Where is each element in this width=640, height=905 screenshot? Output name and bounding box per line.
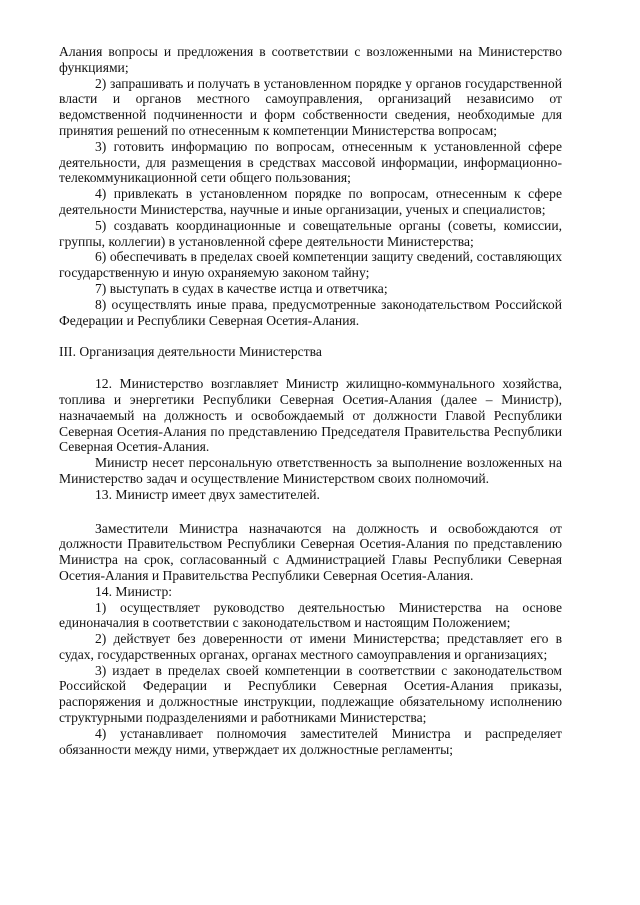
paragraph-14-2: 2) действует без доверенности от имени Министерства; представляет его в судах, государственных органах, органах местного самоуправления и организациях;	[59, 631, 562, 662]
paragraph-deputies: Заместители Министра назначаются на должность и освобождаются от должности Правительством Республики Северная Осетия-Алания по представлению Министра на срок, согласованный с Администрацией Главы Республики Северная Осетия-Алания и Правительства Республики Северная Осетия-Алания.	[59, 520, 562, 583]
paragraph-functions-continuation: Алания вопросы и предложения в соответствии с возложенными на Министерство функциями;	[59, 44, 562, 75]
paragraph-right-6: 6) обеспечивать в пределах своей компетенции защиту сведений, составляющих государственную и иную охраняемую законом тайну;	[59, 249, 562, 281]
paragraph-14: 14. Министр:	[95, 583, 173, 599]
paragraph-14-1: 1) осуществляет руководство деятельностью Министерства на основе единоначалия в соответствии с законодательством и настоящим Положением;	[59, 599, 562, 631]
paragraph-right-2: 2) запрашивать и получать в установленном порядке у органов государственной власти и органов местного самоуправления, организаций независимо от ведомственной подчиненности и форм собственности сведения, необходимые для принятия решений по отнесенным к компетенции Министерства вопросам;	[59, 75, 562, 138]
paragraph-12: 12. Министерство возглавляет Министр жилищно-коммунального хозяйства, топлива и энергетики Республики Северная Осетия-Алания (далее – Министр), назначаемый на должность и освобождаемый от должности Главой Республики Северная Осетия-Алания по представлению Председателя Правительства Республики Северная Осетия-Алания.	[59, 376, 562, 455]
paragraph-right-5: 5) создавать координационные и совещательные органы (советы, комиссии, группы, коллегии) в установленной сфере деятельности Министерства;	[59, 217, 562, 249]
paragraph-right-7: 7) выступать в судах в качестве истца и ответчика;	[95, 280, 388, 296]
paragraph-13: 13. Министр имеет двух заместителей.	[95, 486, 320, 502]
paragraph-right-4: 4) привлекать в установленном порядке по вопросам, отнесенным к сфере деятельности Министерства, научные и иные организации, ученых и специалистов;	[59, 186, 562, 217]
blank-gap	[59, 503, 562, 521]
paragraph-right-3: 3) готовить информацию по вопросам, отнесенным к установленной сфере деятельности, для размещения в средствах массовой информации, информационно-телекоммуникационной сети общего пользования;	[59, 138, 562, 186]
document-page	[59, 44, 562, 757]
paragraph-14-3: 3) издает в пределах своей компетенции в соответствии с законодательством Российской Федерации и Республики Северная Осетия-Алания приказы, распоряжения и должностные инструкции, подлежащие обязательному исполнению структурными подразделениями и работниками Министерства;	[59, 662, 562, 726]
paragraph-14-4: 4) устанавливает полномочия заместителей Министра и распределяет обязанности между ними, утверждает их должностные регламенты;	[59, 725, 562, 757]
paragraph-minister-responsibility: Министр несет персональную ответственность за выполнение возложенных на Министерство задач и осуществление Министерством своих полномочий.	[59, 455, 562, 486]
section-heading: III. Организация деятельности Министерства	[59, 344, 322, 360]
paragraph-right-8: 8) осуществлять иные права, предусмотренные законодательством Российской Федерации и Республики Северная Осетия-Алания.	[59, 296, 562, 328]
